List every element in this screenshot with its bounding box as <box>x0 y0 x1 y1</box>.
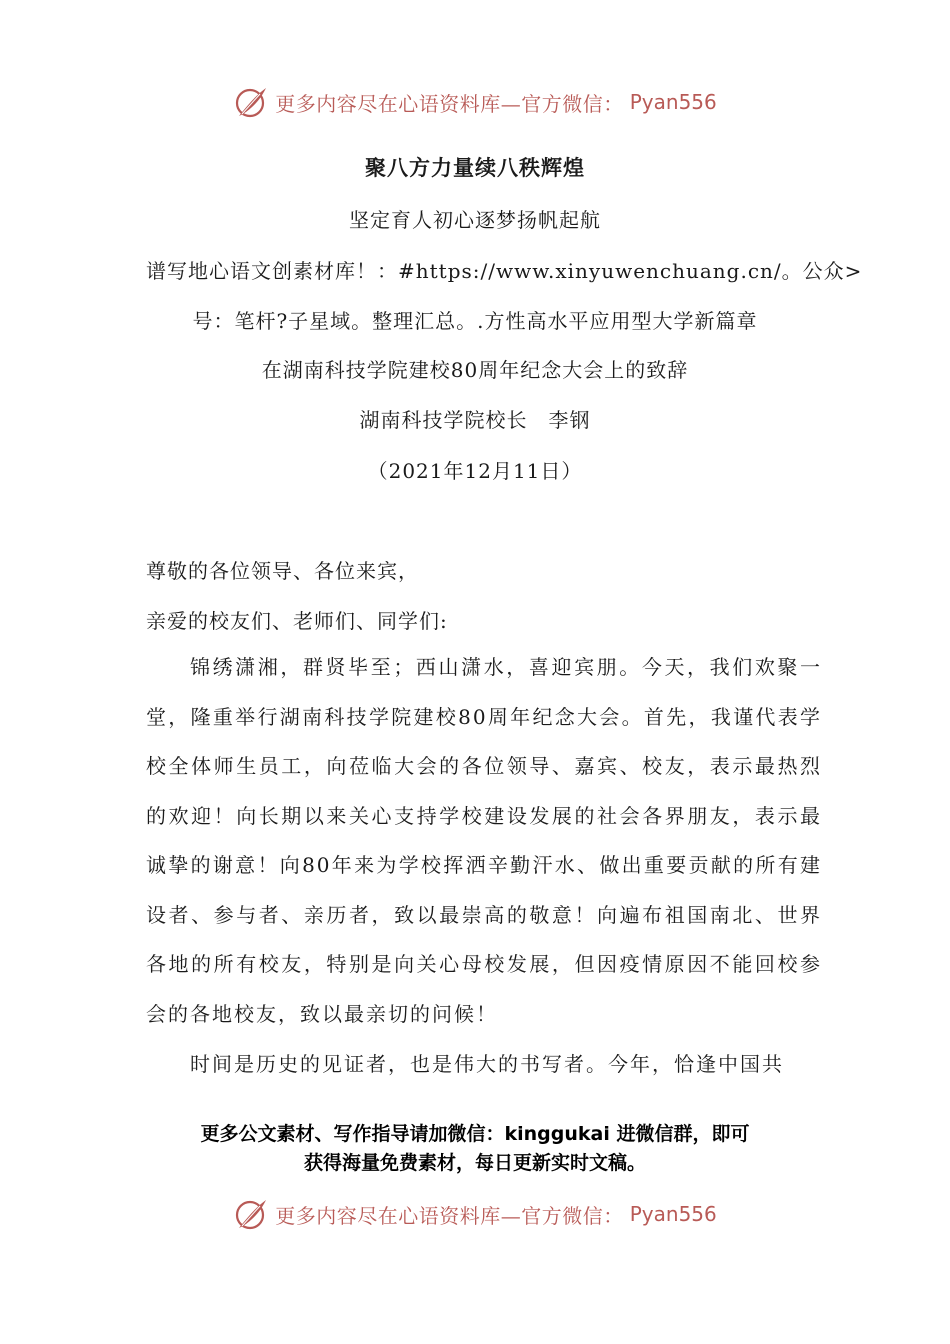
doc-occasion: 在湖南科技学院建校80周年纪念大会上的致辞 <box>261 358 689 382</box>
watermark-wechat-id: Pyan556 <box>629 90 717 114</box>
watermark-header <box>0 80 950 124</box>
quill-logo-icon <box>233 84 269 120</box>
watermark-footer <box>0 1192 950 1236</box>
promo-note-line-1: 更多公文素材、写作指导请加微信：kinggukai 进微信群，即可 <box>200 1123 750 1145</box>
doc-line-3: 谱写地心语文创素材库！：#https://www.xinyuwenchuang.cn/。公众> <box>146 259 863 283</box>
doc-author: 湖南科技学院校长 李钢 <box>359 408 591 432</box>
body-paragraph-1: 锦绣潇湘，群贤毕至；西山潇水，喜迎宾朋。今天，我们欢聚一堂，隆重举行湖南科技学院建校80周年纪念大会。首先，我谨代表学校全体师生员工，向莅临大会的各位领导、嘉宾、校友，表示最热烈的欢迎！向长期以来关心支持学校建设发展的社会各界朋友，表示最诚挚的谢意！向80年来为学校挥洒辛勤汗水、做出重要贡献的所有建设者、参与者、亲历者，致以最崇高的敬意！向遍布祖国南北、世界各地的所有校友，特别是向关心母校发展，但因疫情原因不能回校参会的各地校友，致以最亲切的问候！ <box>146 655 822 1026</box>
doc-subtitle: 坚定育人初心逐梦扬帆起航 <box>349 208 601 232</box>
quill-logo-icon <box>233 1196 269 1232</box>
watermark-text: 更多内容尽在心语资料库—官方微信： <box>275 91 624 116</box>
watermark-text: 更多内容尽在心语资料库—官方微信： <box>275 1203 624 1228</box>
greeting-line-2: 亲爱的校友们、老师们、同学们: <box>146 609 448 633</box>
promo-note-line-2: 获得海量免费素材，每日更新实时文稿。 <box>303 1152 646 1174</box>
doc-date: （2021年12月11日） <box>367 459 583 483</box>
doc-line-4: 号：笔杆?子星域。整理汇总。.方性高水平应用型大学新篇章 <box>192 309 758 333</box>
watermark-wechat-id: Pyan556 <box>629 1202 717 1226</box>
promo-note <box>0 1120 950 1178</box>
greeting-line-1: 尊敬的各位领导、各位来宾， <box>146 559 419 583</box>
doc-title: 聚八方力量续八秩辉煌 <box>365 155 585 180</box>
body-paragraph-2: 时间是历史的见证者，也是伟大的书写者。今年，恰逢中国共 <box>190 1052 784 1076</box>
